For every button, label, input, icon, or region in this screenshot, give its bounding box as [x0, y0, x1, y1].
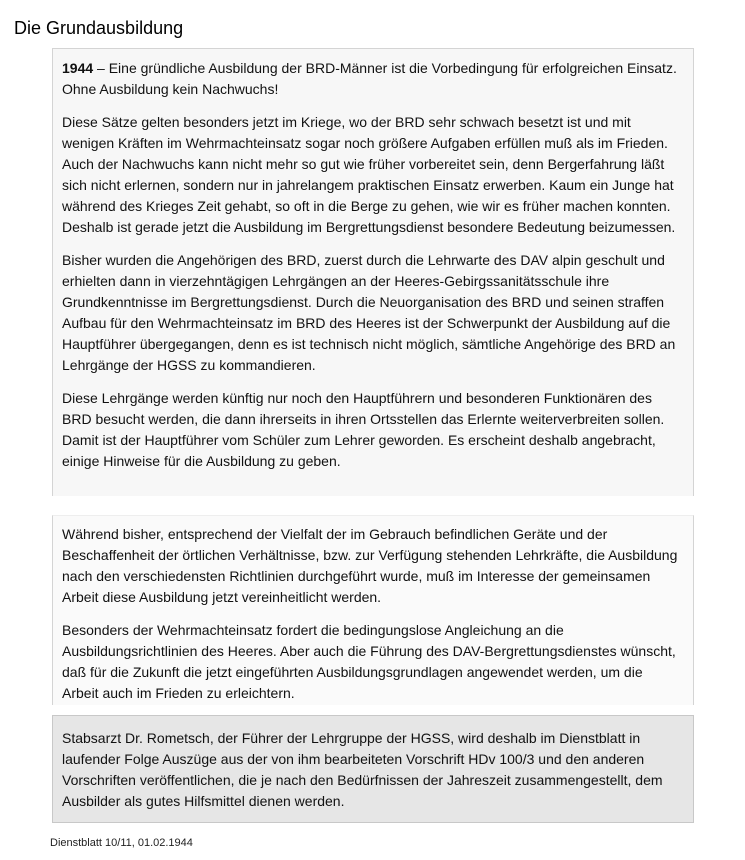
- paragraph-5: Während bisher, entsprechend der Vielfalt der im Gebrauch befindlichen Geräte und der Beschaffenheit der örtlichen Verhältnisse, bzw. zur Verfügung stehenden Lehrkräfte, die Ausbildung nach den verschiedensten Richtlinien durchgeführt wurde, muß im Interesse der gemeinsamen Arbeit diese Ausbildung jetzt vereinheitlicht werden.: [62, 526, 678, 605]
- section-1-box: [52, 48, 694, 496]
- paragraph-2: Diese Sätze gelten besonders jetzt im Kriege, wo der BRD sehr schwach besetzt ist und mit wenigen Kräften im Wehrmachteinsatz sogar noch größere Aufgaben erfüllen muß als im Frieden. Auch der Nachwuchs kann nicht mehr so gut wie früher vorbereitet sein, denn Bergerfahrung läßt sich nicht erlernen, sondern nur in jahrelangem praktischen Einsatz erwerben. Kaum ein Junge hat während des Krieges Zeit gehabt, so oft in die Berge zu gehen, wie wir es früher machen konnten. Deshalb ist gerade jetzt die Ausbildung im Bergrettungsdienst besondere Bedeutung beizumessen.: [62, 114, 676, 235]
- page-title: Die Grundausbildung: [14, 18, 184, 38]
- paragraph-6: Besonders der Wehrmachteinsatz fordert die bedingungslose Angleichung an die Ausbildungsrichtlinien des Heeres. Aber auch die Führung des DAV-Bergrettungsdienstes wünscht, daß für die Zukunft die jetzt eingeführten Ausbildungsgrundlagen angewendet werden, um die Arbeit auch im Frieden zu erleichtern.: [62, 622, 676, 701]
- intro-text: – Eine gründliche Ausbildung der BRD-Männer ist die Vorbedingung für erfolgreichen Einsatz. Ohne Ausbildung kein Nachwuchs!: [62, 60, 677, 97]
- intro-paragraph: [62, 58, 681, 100]
- paragraph-3: Bisher wurden die Angehörigen des BRD, zuerst durch die Lehrwarte des DAV alpin geschult und erhielten dann in vierzehntägigen Lehrgängen an der Heeres-Gebirgssanitätsschule ihre Grundkenntnisse im Bergrettungsdienst. Durch die Neuorganisation des BRD und seinen straffen Aufbau für den Wehrmachteinsatz im BRD des Heeres ist der Schwerpunkt der Ausbildung auf die Hauptführer übergegangen, denn es ist technisch nicht möglich, sämtliche Angehörige des BRD an Lehrgänge der HGSS zu kommandieren.: [62, 252, 676, 373]
- year-label: 1944: [62, 60, 94, 76]
- section-3-box: [52, 715, 694, 823]
- paragraph-7: Stabsarzt Dr. Rometsch, der Führer der Lehrgruppe der HGSS, wird deshalb im Dienstblatt in laufender Folge Auszüge aus der von ihm bearbeiteten Vorschrift HDv 100/3 und den anderen Vorschriften veröffentlichen, die je nach den Bedürfnissen der Jahreszeit zusammengestellt, dem Ausbilder als gutes Hilfsmittel dienen werden.: [62, 730, 663, 809]
- section-2-box: [52, 515, 694, 705]
- paragraph-4: Diese Lehrgänge werden künftig nur noch den Hauptführern und besonderen Funktionären des BRD besucht werden, die dann ihrerseits in ihren Ortsstellen das Erlernte weiterverbreiten sollen. Damit ist der Hauptführer vom Schüler zum Lehrer geworden. Es erscheint deshalb angebracht, einige Hinweise für die Ausbildung zu geben.: [62, 390, 665, 469]
- source-footer: Dienstblatt 10/11, 01.02.1944: [50, 837, 193, 849]
